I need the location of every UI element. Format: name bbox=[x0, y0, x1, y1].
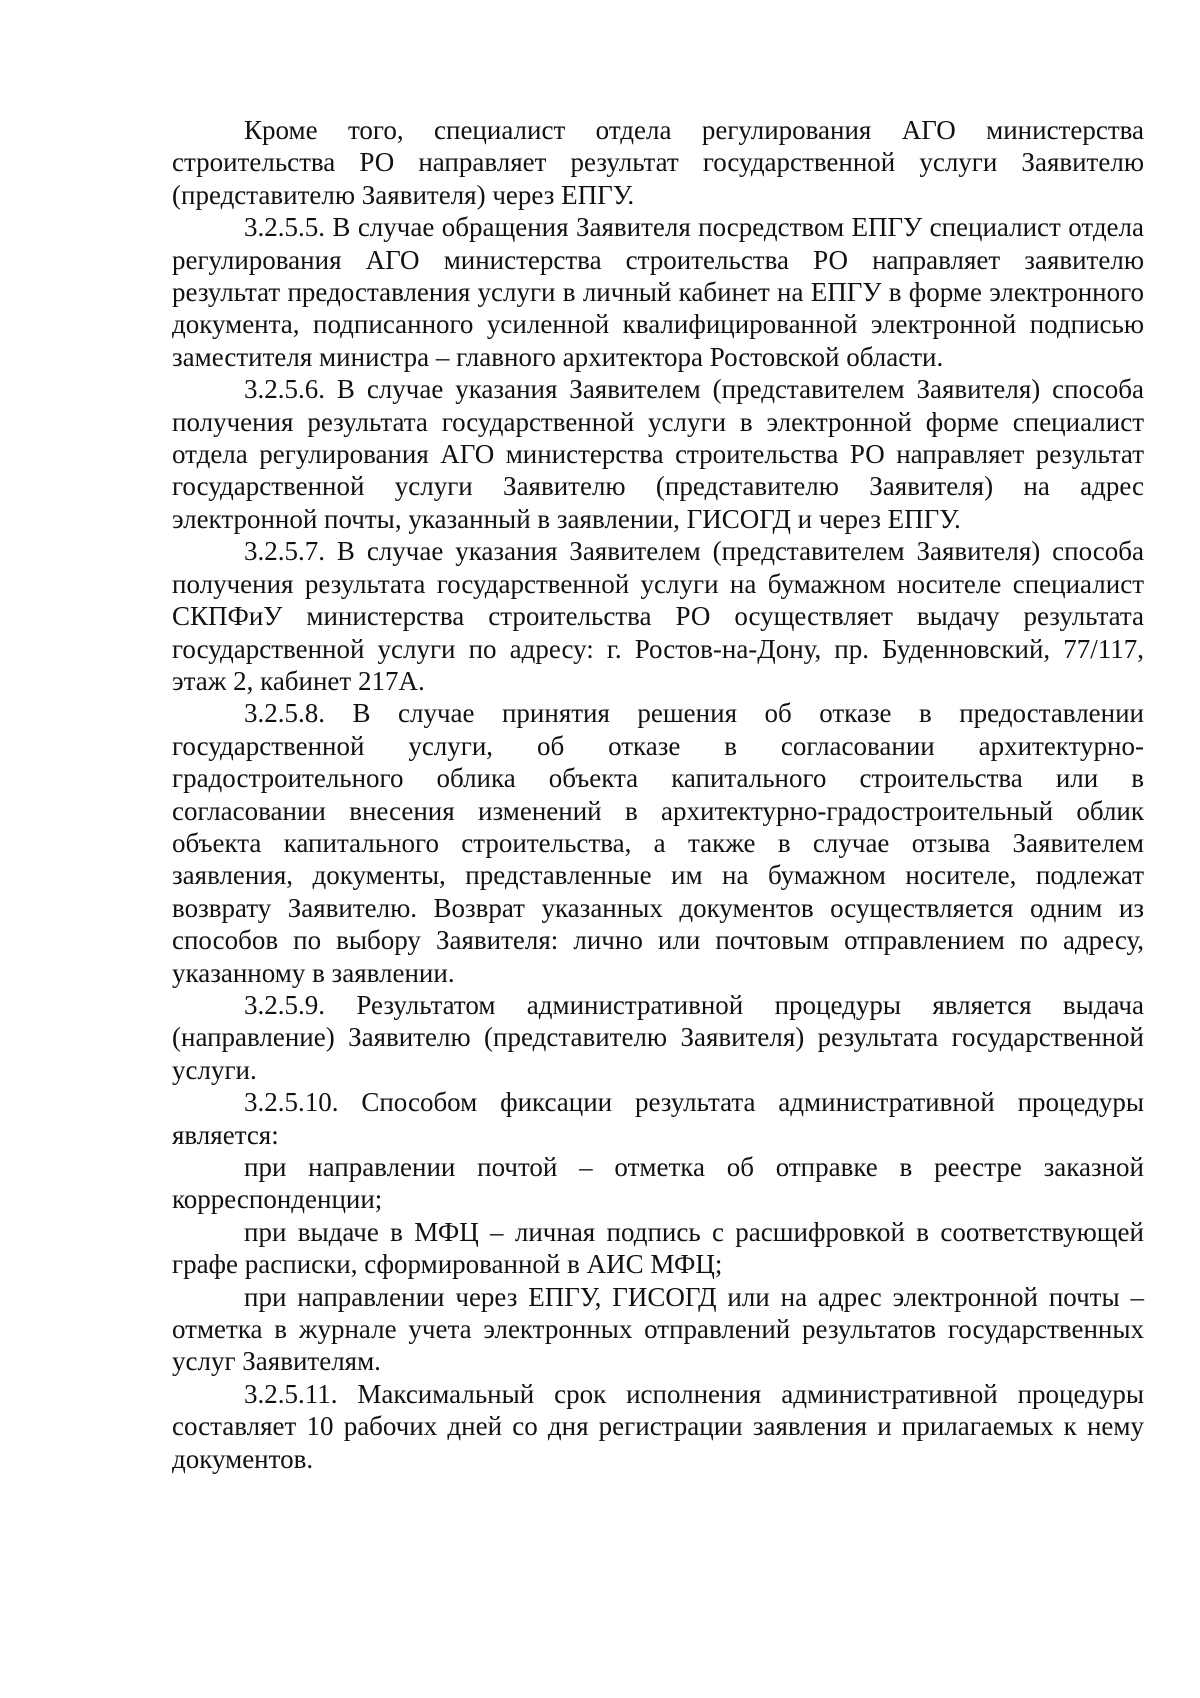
paragraph-fixation-electronic: при направлении через ЕПГУ, ГИСОГД или на адрес электронной почты – отметка в журнале учета электронных отправлений результатов государственных услуг Заявителям. bbox=[172, 1281, 1144, 1377]
paragraph-3-2-5-5: 3.2.5.5. В случае обращения Заявителя посредством ЕПГУ специалист отдела регулирования АГО министерства строительства РО направляет заявителю результат предоставления услуги в личный кабинет на ЕПГУ в форме электронного документа, подписанного усиленной квалифицированной электронной подписью заместителя министра – главного архитектора Ростовской области. bbox=[172, 212, 1144, 372]
document-body bbox=[172, 114, 1144, 1475]
paragraph-3-2-5-6: 3.2.5.6. В случае указания Заявителем (представителем Заявителя) способа получения результата государственной услуги в электронной форме специалист отдела регулирования АГО министерства строительства РО направляет результат государственной услуги Заявителю (представителю Заявителя) на адрес электронной почты, указанный в заявлении, ГИСОГД и через ЕПГУ. bbox=[172, 374, 1144, 534]
paragraph-fixation-mfc: при выдаче в МФЦ – личная подпись с расшифровкой в соответствующей графе расписки, сформированной в АИС МФЦ; bbox=[172, 1216, 1144, 1280]
paragraph-3-2-5-8: 3.2.5.8. В случае принятия решения об отказе в предоставлении государственной услуги, об отказе в согласовании архитектурно-градостроительного облика объекта капитального строительства или в согласовании внесения изменений в архитектурно-градостроительный облик объекта капитального строительства, а также в случае отзыва Заявителем заявления, документы, представленные им на бумажном носителе, подлежат возврату Заявителю. Возврат указанных документов осуществляется одним из способов по выбору Заявителя: лично или почтовым отправлением по адресу, указанному в заявлении. bbox=[172, 698, 1144, 988]
paragraph-3-2-5-7: 3.2.5.7. В случае указания Заявителем (представителем Заявителя) способа получения результата государственной услуги на бумажном носителе специалист СКПФиУ министерства строительства РО осуществляет выдачу результата государственной услуги по адресу: г. Ростов-на-Дону, пр. Буденновский, 77/117, этаж 2, кабинет 217А. bbox=[172, 536, 1144, 696]
paragraph-3-2-5-10: 3.2.5.10. Способом фиксации результата административной процедуры является: bbox=[172, 1087, 1144, 1150]
paragraph-3-2-5-9: 3.2.5.9. Результатом административной процедуры является выдача (направление) Заявителю (представителю Заявителя) результата государственной услуги. bbox=[172, 989, 1144, 1085]
paragraph-fixation-mail: при направлении почтой – отметка об отправке в реестре заказной корреспонденции; bbox=[172, 1152, 1144, 1215]
paragraph-3-2-5-11: 3.2.5.11. Максимальный срок исполнения административной процедуры составляет 10 рабочих дней со дня регистрации заявления и прилагаемых к нему документов. bbox=[172, 1378, 1144, 1474]
paragraph-result-via-epgu: Кроме того, специалист отдела регулирования АГО министерства строительства РО направляет результат государственной услуги Заявителю (представителю Заявителя) через ЕПГУ. bbox=[172, 115, 1144, 210]
